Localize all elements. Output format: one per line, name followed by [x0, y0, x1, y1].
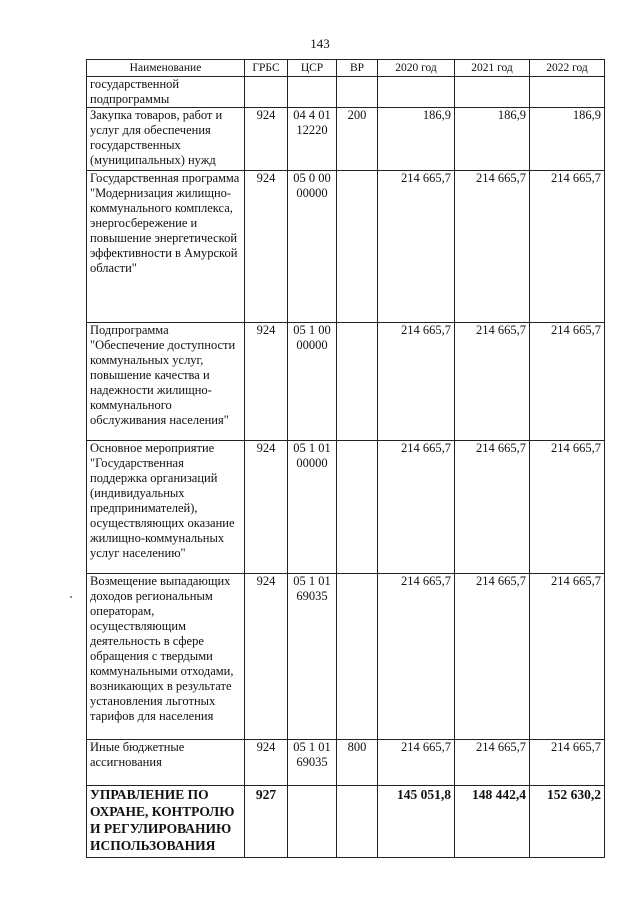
cell-grbs: 924 — [245, 574, 288, 740]
cell-2022 — [530, 77, 605, 108]
cell-2021: 214 665,7 — [455, 740, 530, 786]
cell-grbs — [245, 77, 288, 108]
header-2022: 2022 год — [530, 60, 605, 77]
cell-vr — [337, 77, 378, 108]
table-row — [87, 574, 605, 740]
table-row — [87, 171, 605, 323]
cell-2022: 152 630,2 — [530, 786, 605, 858]
cell-2020: 214 665,7 — [378, 441, 455, 574]
header-csr: ЦСР — [288, 60, 337, 77]
cell-csr: 05 1 01 69035 — [288, 740, 337, 786]
cell-name: Иные бюджетные ассигнования — [87, 740, 245, 786]
cell-grbs: 924 — [245, 740, 288, 786]
cell-name: Основное мероприятие "Государственная поддержка организаций (индивидуальных предпринимателей), осуществляющих оказание жилищно-коммунальных услуг населению" — [87, 441, 245, 574]
cell-2022: 214 665,7 — [530, 441, 605, 574]
cell-2021 — [455, 77, 530, 108]
cell-vr — [337, 171, 378, 323]
cell-name: государственной подпрограммы — [87, 77, 245, 108]
table-row — [87, 77, 605, 108]
cell-2020: 214 665,7 — [378, 171, 455, 323]
header-2020: 2020 год — [378, 60, 455, 77]
table-row — [87, 323, 605, 441]
cell-grbs: 924 — [245, 441, 288, 574]
cell-2021: 186,9 — [455, 108, 530, 171]
cell-vr — [337, 574, 378, 740]
cell-2022: 214 665,7 — [530, 171, 605, 323]
cell-grbs: 924 — [245, 171, 288, 323]
cell-2021: 214 665,7 — [455, 574, 530, 740]
cell-csr — [288, 786, 337, 858]
cell-csr — [288, 77, 337, 108]
cell-2022: 214 665,7 — [530, 323, 605, 441]
cell-name: УПРАВЛЕНИЕ ПО ОХРАНЕ, КОНТРОЛЮ И РЕГУЛИРОВАНИЮ ИСПОЛЬЗОВАНИЯ — [87, 786, 245, 858]
cell-vr: 800 — [337, 740, 378, 786]
cell-name: Закупка товаров, работ и услуг для обеспечения государственных (муниципальных) нужд — [87, 108, 245, 171]
cell-grbs: 924 — [245, 108, 288, 171]
cell-2020: 214 665,7 — [378, 574, 455, 740]
table-row — [87, 740, 605, 786]
cell-2021: 214 665,7 — [455, 171, 530, 323]
cell-vr — [337, 441, 378, 574]
cell-csr: 04 4 01 12220 — [288, 108, 337, 171]
cell-vr: 200 — [337, 108, 378, 171]
header-grbs: ГРБС — [245, 60, 288, 77]
cell-name: Государственная программа "Модернизация жилищно-коммунального комплекса, энергосбережение и повышение энергетической эффективности в Амурской области" — [87, 171, 245, 323]
cell-csr: 05 1 00 00000 — [288, 323, 337, 441]
header-2021: 2021 год — [455, 60, 530, 77]
cell-vr — [337, 786, 378, 858]
scan-speck — [70, 596, 72, 598]
cell-2020: 214 665,7 — [378, 740, 455, 786]
cell-2020 — [378, 77, 455, 108]
cell-grbs: 927 — [245, 786, 288, 858]
cell-name: Подпрограмма "Обеспечение доступности коммунальных услуг, повышение качества и надежности жилищно-коммунального обслуживания населения" — [87, 323, 245, 441]
cell-2021: 148 442,4 — [455, 786, 530, 858]
cell-2022: 214 665,7 — [530, 740, 605, 786]
header-vr: ВР — [337, 60, 378, 77]
cell-name: Возмещение выпадающих доходов региональным операторам, осуществляющим деятельность в сфере обращения с твердыми коммунальными отходами, возникающих в результате установления льготных тарифов для населения — [87, 574, 245, 740]
cell-csr: 05 1 01 69035 — [288, 574, 337, 740]
cell-vr — [337, 323, 378, 441]
cell-2022: 214 665,7 — [530, 574, 605, 740]
cell-2021: 214 665,7 — [455, 323, 530, 441]
table-row — [87, 441, 605, 574]
cell-2020: 145 051,8 — [378, 786, 455, 858]
cell-2020: 186,9 — [378, 108, 455, 171]
cell-2020: 214 665,7 — [378, 323, 455, 441]
table-row — [87, 108, 605, 171]
cell-grbs: 924 — [245, 323, 288, 441]
cell-csr: 05 1 01 00000 — [288, 441, 337, 574]
table-header-row — [87, 60, 605, 77]
cell-2022: 186,9 — [530, 108, 605, 171]
page-number: 143 — [310, 36, 330, 51]
budget-table — [86, 59, 605, 858]
cell-csr: 05 0 00 00000 — [288, 171, 337, 323]
table-row — [87, 786, 605, 858]
header-name: Наименование — [87, 60, 245, 77]
cell-2021: 214 665,7 — [455, 441, 530, 574]
